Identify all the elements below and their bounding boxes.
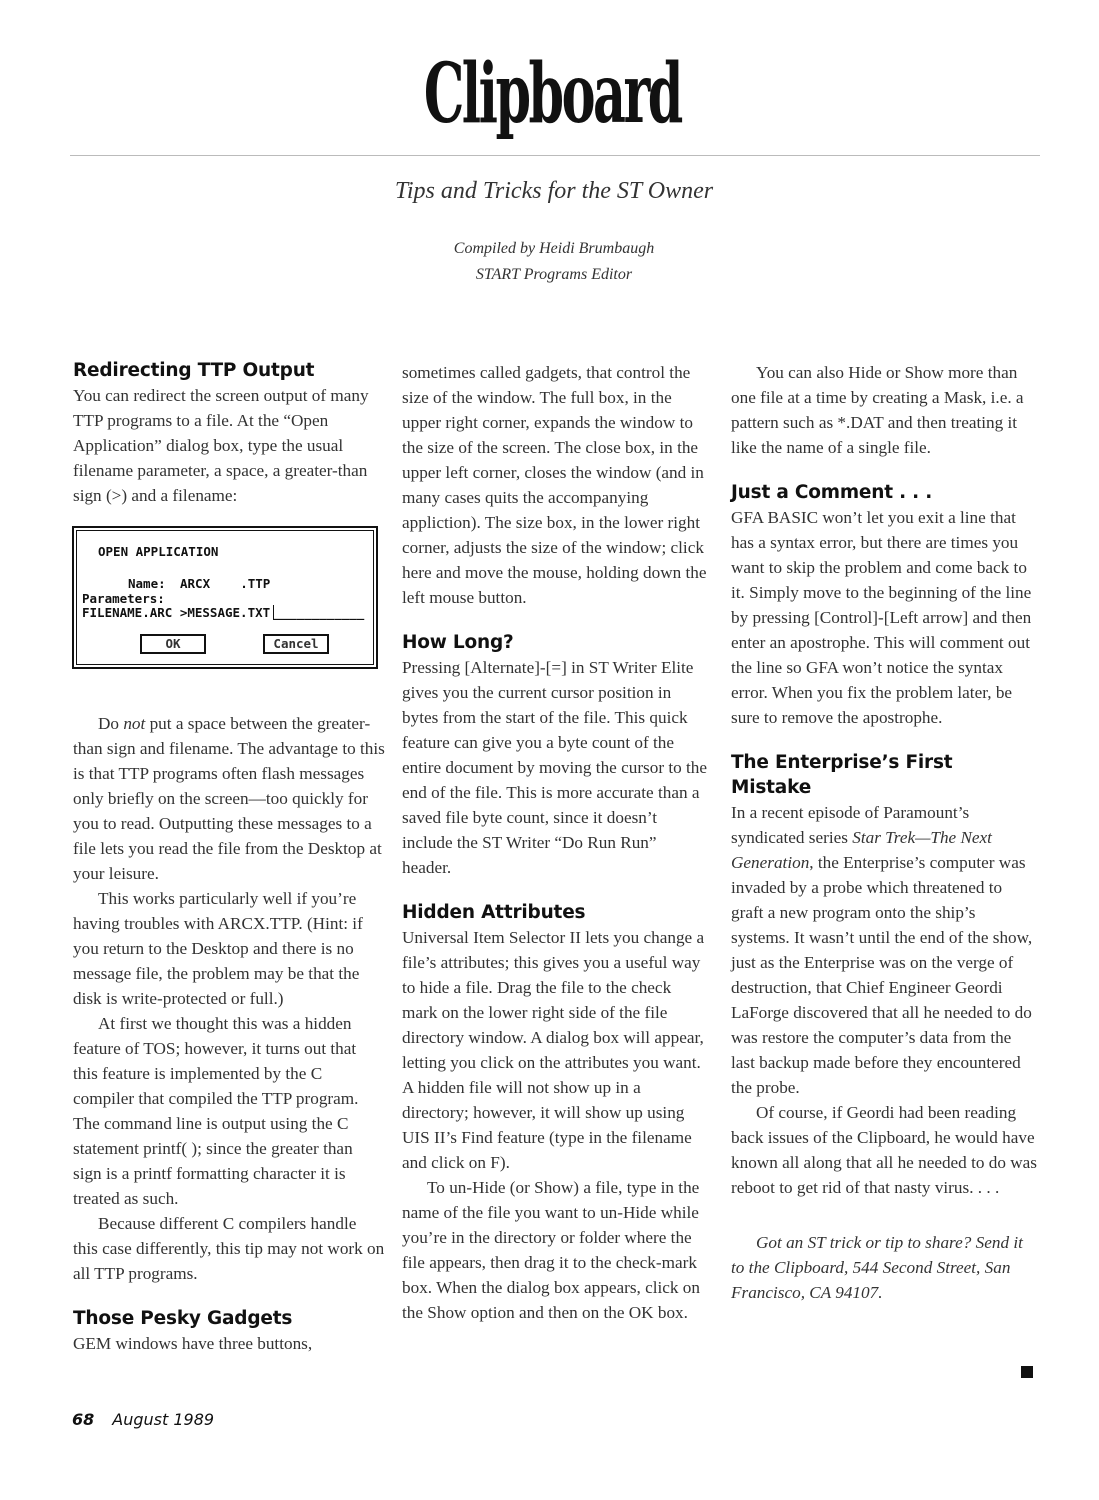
- paragraph: You can redirect the screen output of many TTP programs to a file. At the “Open Application” dialog box, type the usual filename parameter, a space, a greater-than sign (>) and a filename:: [73, 386, 369, 505]
- byline-author: Compiled by Heidi Brumbaugh: [453, 240, 655, 257]
- subtitle: Tips and Tricks for the ST Owner: [394, 178, 714, 204]
- paragraph: GFA BASIC won’t let you exit a line that has a syntax error, but there are times you want to skip the problem and come back to it. Simply move to the beginning of the line by pressing [Control]-[Left arrow] and then enter an apostrophe. This will comment out the line so GFA won’t notice the syntax error. When you fix the problem later, be sure to remove the apostrophe.: [731, 508, 1032, 727]
- dialog-name-label: Name:: [128, 576, 166, 591]
- paragraph: Of course, if Geordi had been reading back issues of the Clipboard, he would have known all along that all he needed to do was reboot to get rid of that nasty virus. . . .: [731, 1103, 1037, 1197]
- heading-how-long: How Long?: [402, 632, 514, 653]
- column-3: [731, 360, 1037, 1305]
- heading-enterprise-mistake: The Enterprise’s First Mistake: [731, 752, 953, 798]
- paragraph: At first we thought this was a hidden feature of TOS; however, it turns out that this feature is implemented by the C compiler that compiled the TTP program. The command line is output using the C statement printf( ); since the greater than sign is a printf formatting character it is treated as such.: [73, 1014, 359, 1208]
- paragraph: This works particularly well if you’re having troubles with ARCX.TTP. (Hint: if you return to the Desktop and there is no message file, the problem may be that the disk is write-protected or full.): [73, 889, 363, 1008]
- dialog-params-blank: ____________: [274, 605, 365, 620]
- page-number: 68: [72, 1410, 95, 1429]
- dialog-title: OPEN APPLICATION: [98, 544, 219, 559]
- paragraph: sometimes called gadgets, that control the size of the window. The full box, in the upper right corner, expands the window to the size of the screen. The close box, in the upper left corner, closes the window (and in many cases quits the accompanying appliction). The size box, in the lower right corner, adjusts the size of the window; click here and move the mouse, holding down the left mouse button.: [402, 363, 707, 607]
- paragraph: GEM windows have three buttons,: [73, 1334, 313, 1353]
- page-footer: [72, 1410, 214, 1429]
- heading-hidden-attributes: Hidden Attributes: [402, 902, 586, 923]
- column-2: [402, 360, 708, 1325]
- paragraph: Because different C compilers handle this case differently, this tip may not work on all TTP programs.: [73, 1214, 385, 1283]
- byline-role: START Programs Editor: [475, 266, 633, 283]
- paragraph: In a recent episode of Paramount’s syndicated series Star Trek—The Next Generation, the Enterprise’s computer was invaded by a probe which threatened to graft a new program onto the ship’s systems. It wasn’t until the end of the show, just as the Enterprise was on the verge of destruction, that Chief Engineer Geordi LaForge discovered that all he needed to do was restore the computer’s data from the last backup made before they encountered the probe.: [731, 803, 1033, 1097]
- ok-button[interactable]: OK: [140, 634, 206, 654]
- paragraph: To un-Hide (or Show) a file, type in the name of the file you want to un-Hide while you’re in the directory or folder where the file appears, then drag it to the check-mark box. When the dialog box appears, click on the Show option and then on the OK box.: [402, 1178, 700, 1322]
- end-mark-icon: [1021, 1366, 1033, 1378]
- heading-just-a-comment: Just a Comment . . .: [731, 482, 933, 503]
- heading-redirecting-ttp: Redirecting TTP Output: [73, 360, 315, 381]
- masthead-title: Clipboard: [423, 46, 681, 142]
- paragraph: Do not put a space between the greater-than sign and filename. The advantage to this is that TTP programs often flash messages only briefly on the screen—too quickly for you to read. Outputting these messages to a file lets you read the file from the Desktop at your leisure.: [73, 714, 385, 883]
- dialog-params-field[interactable]: FILENAME.ARC >MESSAGE.TXT: [82, 605, 271, 620]
- cancel-button[interactable]: Cancel: [263, 634, 329, 654]
- byline: [0, 236, 1099, 288]
- masthead-rule: [70, 155, 1040, 156]
- dialog-params-label: Parameters:: [82, 591, 165, 606]
- issue-date: August 1989: [112, 1410, 215, 1429]
- paragraph: Universal Item Selector II lets you change a file’s attributes; this gives you a useful way to hide a file. Drag the file to the check mark on the lower right side of the file directory window. A dialog box will appear, letting you click on the attributes you want. A hidden file will not show up in a directory; however, it will show up using UIS II’s Find feature (type in the filename and click on F).: [402, 928, 705, 1172]
- heading-pesky-gadgets: Those Pesky Gadgets: [73, 1308, 293, 1329]
- column-1: [73, 358, 385, 1356]
- paragraph: You can also Hide or Show more than one file at a time by creating a Mask, i.e. a pattern such as *.DAT and then treating it like the name of a single file.: [731, 363, 1024, 457]
- paragraph: Pressing [Alternate]-[=] in ST Writer Elite gives you the current cursor position in bytes from the start of the file. This quick feature can give you a byte count of the entire document by moving the cursor to the end of the file. This is more accurate than a saved file byte count, since it doesn’t include the ST Writer “Do Run Run” header.: [402, 658, 708, 877]
- closing-note: Got an ST trick or tip to share? Send it to the Clipboard, 544 Second Street, San Francisco, CA 94107.: [731, 1233, 1023, 1302]
- open-application-dialog: [72, 526, 378, 669]
- dialog-name-value: ARCX .TTP: [180, 576, 271, 591]
